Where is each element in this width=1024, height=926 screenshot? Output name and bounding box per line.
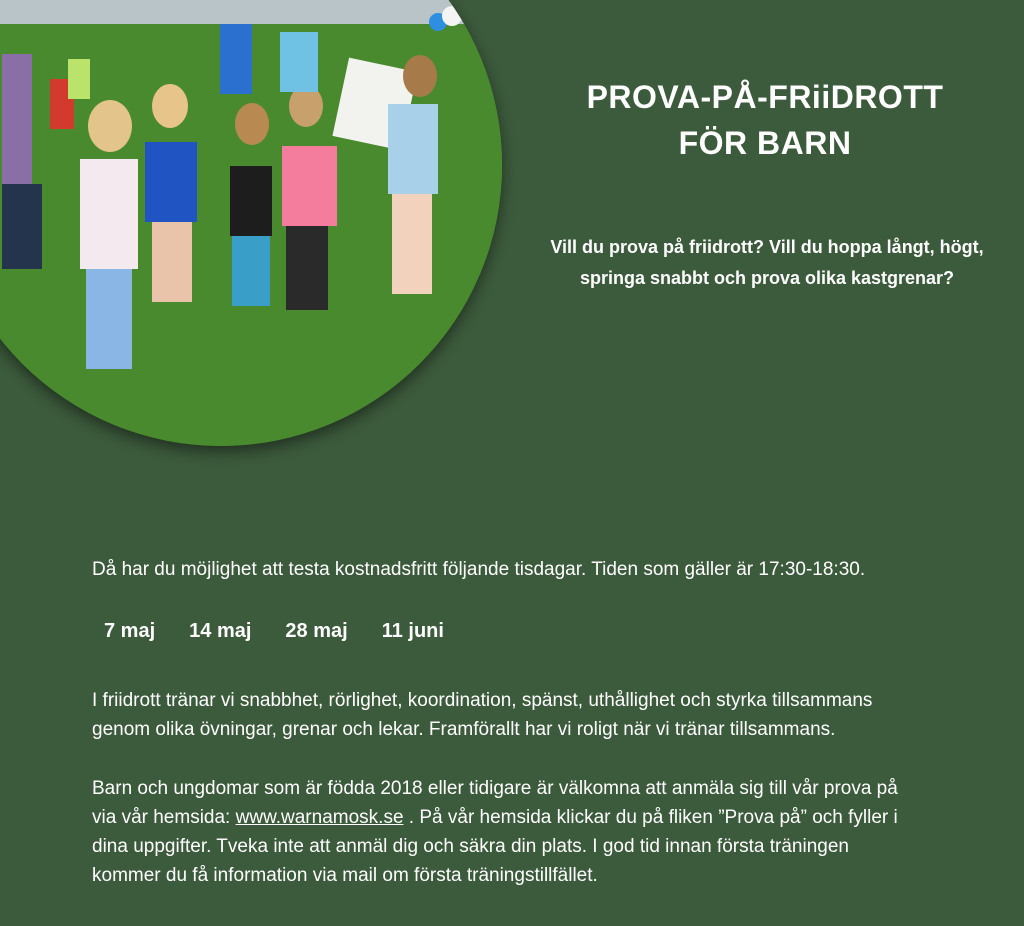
registration-text-before: Barn och ungdomar som är födda 2018 eller tidigare är välkomna att anmäla sig till vår prova på via vår hemsida: <box>92 778 898 828</box>
registration-text-after: . På vår hemsida klickar du på fliken ”Prova på” och fyller i dina uppgifter. Tveka inte att anmäl dig och säkra din plats. I god tid innan första träningen kommer du få information via mail om första träningstillfället. <box>92 807 898 886</box>
title-line-2: FÖR BARN <box>678 125 852 161</box>
date-item: 28 maj <box>285 620 348 642</box>
page-title <box>560 74 970 166</box>
date-item: 11 juni <box>381 620 444 642</box>
registration-paragraph <box>92 774 912 890</box>
date-item: 7 maj <box>104 620 156 642</box>
photo-illustration <box>0 0 502 446</box>
children-athletics-photo <box>0 0 502 446</box>
availability-text: Då har du möjlighet att testa kostnadsfritt följande tisdagar. Tiden som gäller är 17:30-18:30. <box>92 559 866 580</box>
title-line-1: PROVA-PÅ-FRiiDROTT <box>586 79 944 115</box>
training-paragraph: I friidrott tränar vi snabbhet, rörlighet, koordination, spänst, uthållighet och styrka tillsammans genom olika övningar, grenar och lekar. Framförallt har vi roligt när vi tränar tillsammans. <box>92 690 873 740</box>
date-item: 14 maj <box>189 620 252 642</box>
date-list <box>104 620 444 643</box>
intro-text: Vill du prova på friidrott? Vill du hoppa långt, högt, springa snabbt och prova olika kastgrenar? <box>550 237 984 288</box>
website-link[interactable]: www.warnamosk.se <box>235 807 404 828</box>
